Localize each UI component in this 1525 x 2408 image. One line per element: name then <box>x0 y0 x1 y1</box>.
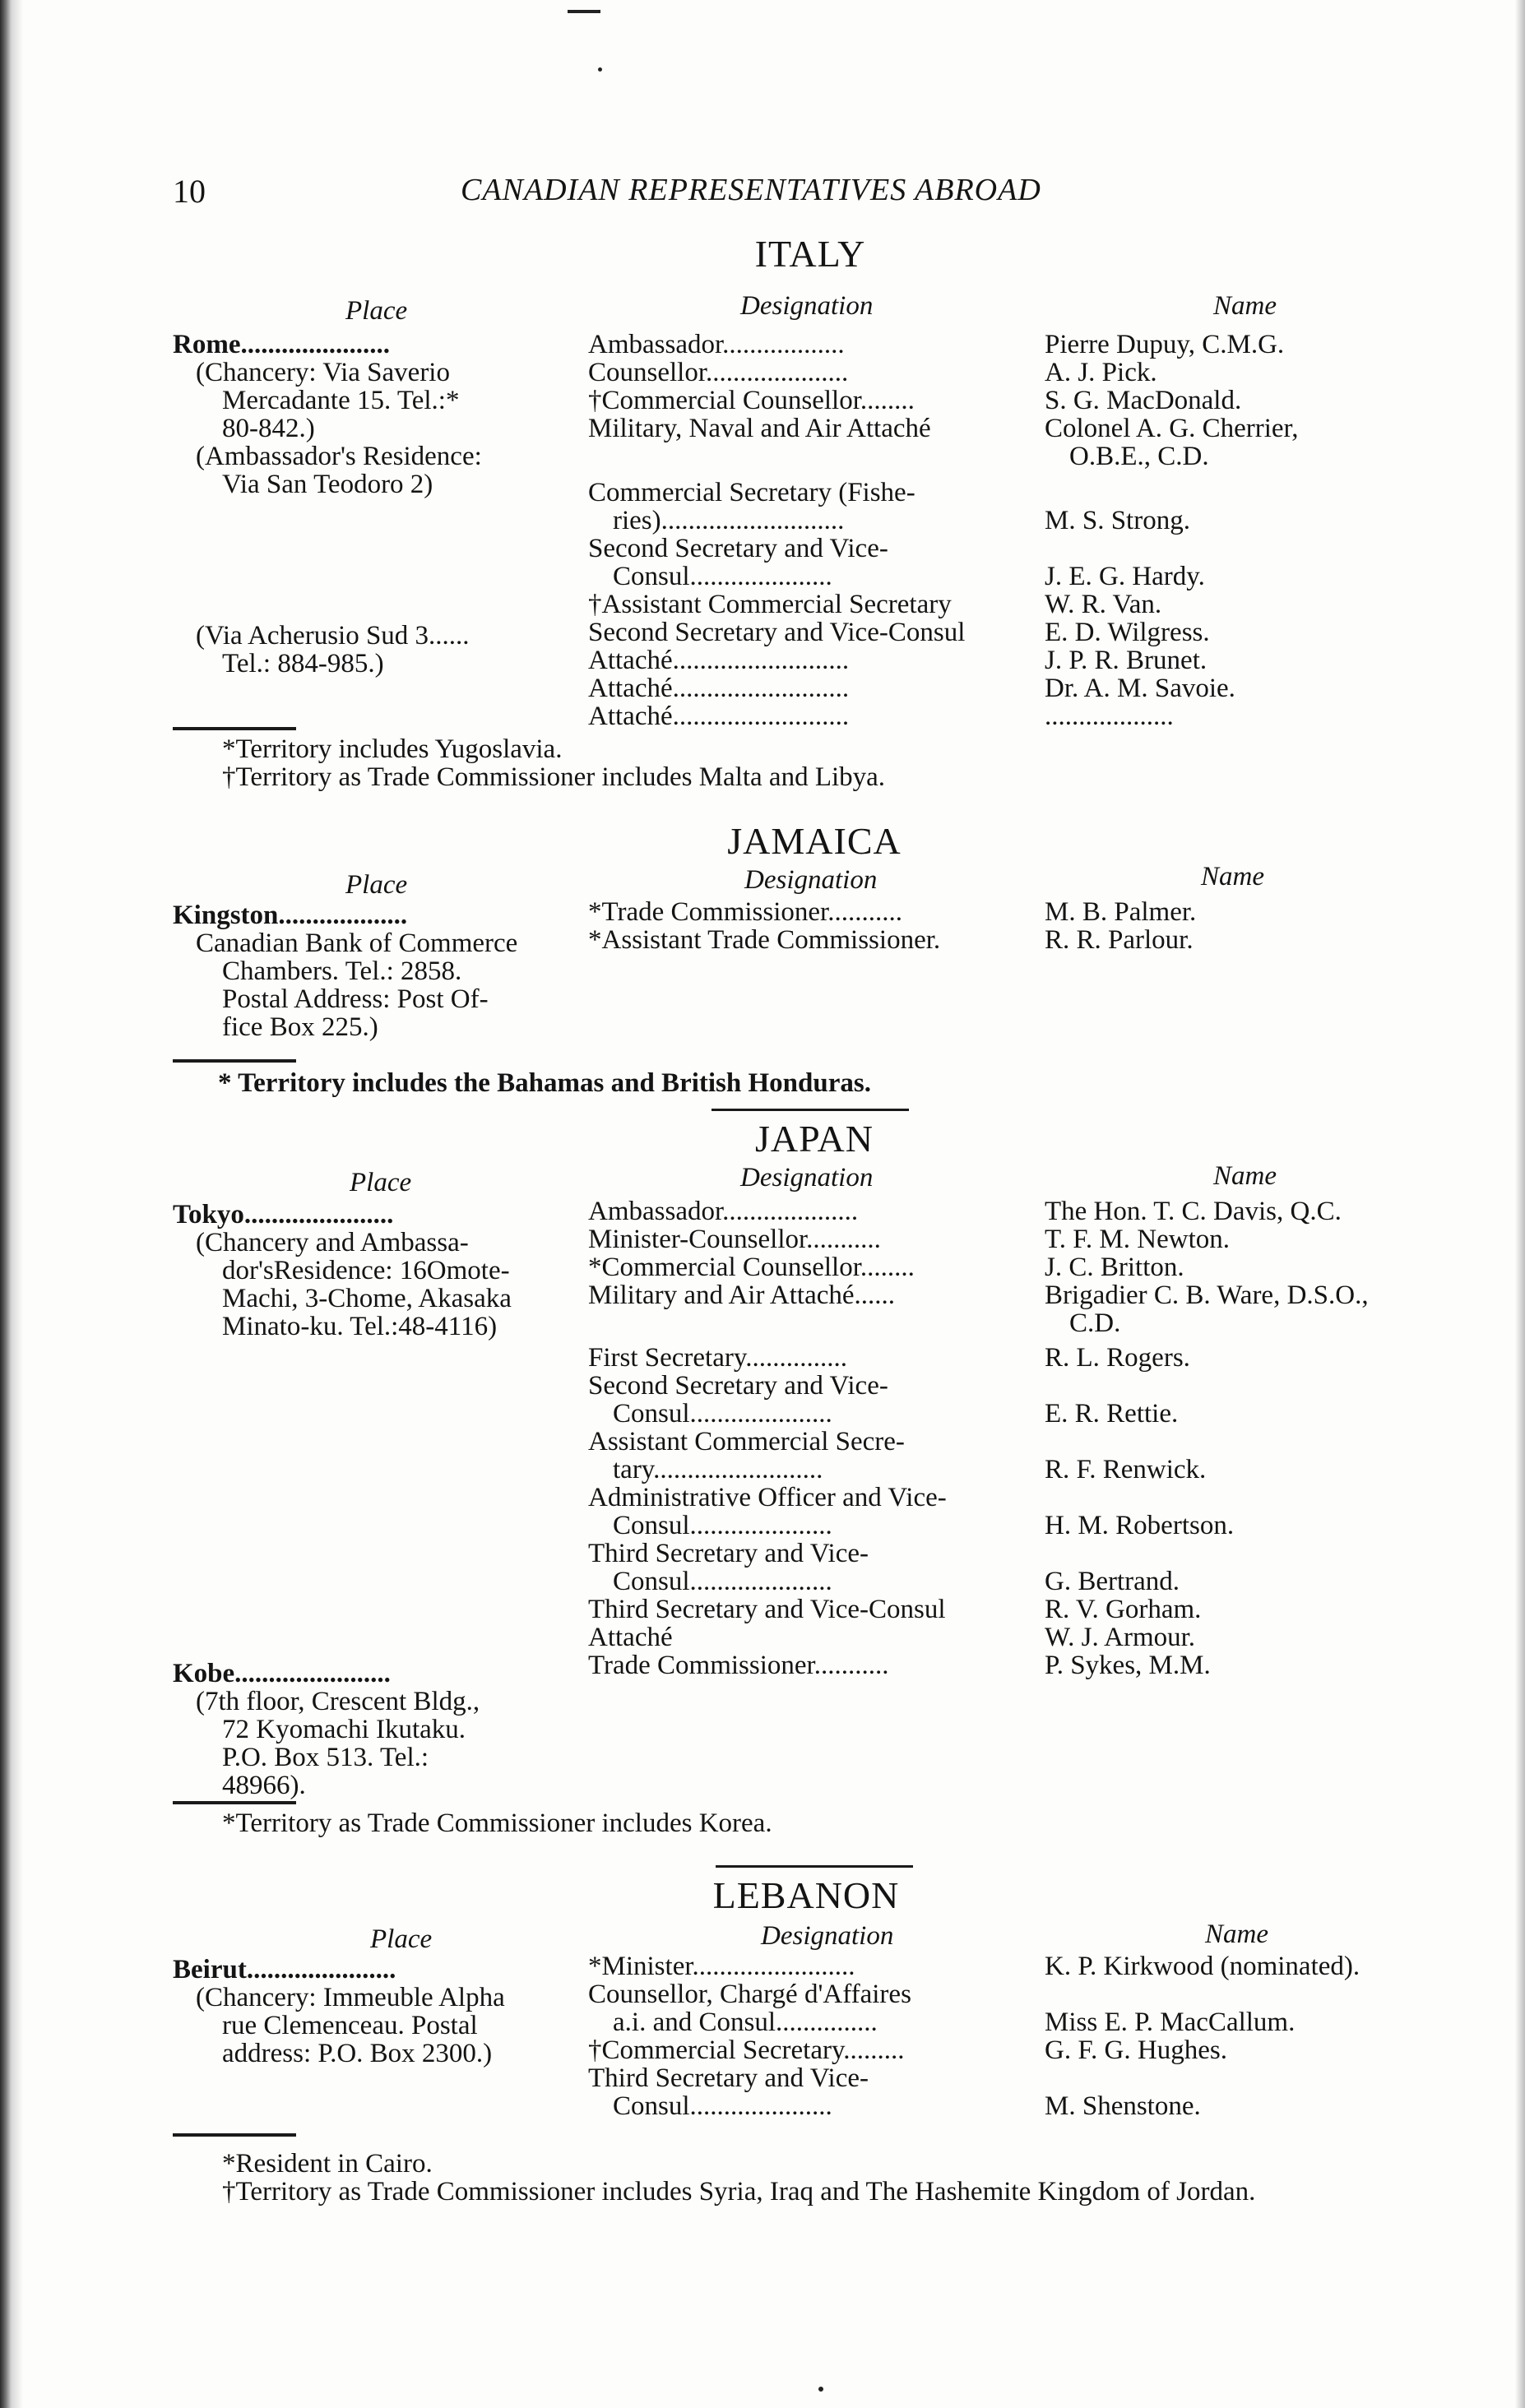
place-address-line: (Chancery and Ambassa- <box>196 1228 469 1257</box>
section-jamaica <box>173 819 1439 1115</box>
section-italy <box>173 232 1439 792</box>
page-binding-edge <box>0 0 23 2408</box>
place-city: Rome...................... <box>173 330 390 359</box>
footnote: *Territory includes Yugoslavia. <box>222 734 563 764</box>
place-address-line: 80-842.) <box>222 414 315 443</box>
place-address-line: Minato-ku. Tel.:48-4116) <box>222 1312 498 1341</box>
place-block <box>173 1956 572 2071</box>
column-head-name: Name <box>1213 1161 1277 1191</box>
country-heading: JAPAN <box>755 1118 874 1160</box>
staff-list: Ambassador.................. Pierre Dupuy, C.M.G. Counsellor..................... A. J. Pick. †Commercial Counsellor........ S. G. MacDonald. Military, Naval and Air Attaché Colonel A. G. Cherrier, O.B.E., C.D. Commercial Secretary (Fishe- ries)........................... M. S. Strong. Second Secretary and Vice- Consul..................... J. E. G. Hardy. †Assistant Commercial Secretary W. R. Van. Second Secretary and Vice-Consul E. D. Wilgress. Attaché.......................... J. P. R. Brunet. Attaché.......................... Dr. A. M. Savoie. Attaché.......................... ................... <box>588 330 1299 731</box>
place-address-line: P.O. Box 513. Tel.: <box>222 1743 429 1772</box>
staff-list: *Minister........................ K. P. Kirkwood (nominated). Counsellor, Chargé d'Affaires a.i. and Consul............... Miss E. P. MacCallum. †Commercial Secretary......... G. F. G. Hughes. Third Secretary and Vice- Consul..................... M. Shenstone. <box>588 1952 1360 2121</box>
place-city: Kobe....................... <box>173 1659 391 1688</box>
place-city: Tokyo...................... <box>173 1200 394 1229</box>
column-head-place: Place <box>345 296 408 326</box>
place-block <box>173 901 572 1049</box>
footnote-rule <box>173 727 296 730</box>
heading-rule <box>716 1865 913 1868</box>
column-head-designation: Designation <box>744 865 878 895</box>
country-heading: JAMAICA <box>727 820 902 862</box>
place-address-line: Postal Address: Post Of- <box>222 984 489 1014</box>
place-address-line: (Via Acherusio Sud 3...... <box>196 621 470 651</box>
place-address-line: address: P.O. Box 2300.) <box>222 2039 493 2068</box>
place-address-line: Chambers. Tel.: 2858. <box>222 956 462 986</box>
place-address-line: Machi, 3-Chome, Akasaka <box>222 1284 512 1313</box>
place-city: Beirut...................... <box>173 1955 396 1984</box>
place-address-line: Canadian Bank of Commerce <box>196 928 518 958</box>
place-address-line: Tel.: 884-985.) <box>222 649 384 678</box>
place-address-line: rue Clemenceau. Postal <box>222 2011 478 2040</box>
place-address-line: (Chancery: Via Saverio <box>196 358 450 387</box>
place-address-line: dor'sResidence: 16Omote- <box>222 1256 510 1285</box>
column-head-designation: Designation <box>740 1163 874 1192</box>
column-head-designation: Designation <box>740 291 874 321</box>
country-heading: ITALY <box>754 233 866 275</box>
place-address-line: (7th floor, Crescent Bldg., <box>196 1687 480 1716</box>
running-title: CANADIAN REPRESENTATIVES ABROAD <box>461 173 1041 207</box>
column-head-place: Place <box>345 870 408 900</box>
footnote-rule <box>173 1059 296 1063</box>
footnote: †Territory as Trade Commissioner includes Syria, Iraq and The Hashemite Kingdom of Jordan. <box>222 2177 1256 2207</box>
footnote-rule <box>173 1801 296 1804</box>
page-header <box>173 169 1431 218</box>
place-address-line: Mercadante 15. Tel.:* <box>222 386 460 415</box>
footnote: †Territory as Trade Commissioner includes Malta and Libya. <box>222 762 886 792</box>
footnote: *Resident in Cairo. <box>222 2149 433 2179</box>
scan-dot <box>818 2387 823 2392</box>
page-number: 10 <box>173 173 206 210</box>
heading-rule <box>712 1109 909 1111</box>
column-head-designation: Designation <box>761 1921 894 1951</box>
place-block <box>173 331 572 701</box>
staff-list: Ambassador.................... The Hon. T. C. Davis, Q.C. Minister-Counsellor........... T. F. M. Newton. *Commercial Counsellor........ J. C. Britton. Military and Air Attaché...... Brigadier C. B. Ware, D.S.O., C.D. First Secretary............... R. L. Rogers. Second Secretary and Vice- Consul..................... E. R. Rettie. Assistant Commercial Secre- tary......................... R. F. Renwick. Administrative Officer and Vice- Consul..................... H. M. Robertson. Third Secretary and Vice- Consul..................... G. Bertrand. Third Secretary and Vice-Consul R. V. Gorham. Attaché W. J. Armour. Trade Commissioner........... P. Sykes, M.M. <box>588 1197 1369 1680</box>
section-lebanon <box>173 1873 1439 2252</box>
place-block <box>173 1200 572 1800</box>
footnote: * Territory includes the Bahamas and British Honduras. <box>218 1068 871 1098</box>
column-head-name: Name <box>1201 862 1264 891</box>
column-head-name: Name <box>1213 291 1277 321</box>
place-address-line: Via San Teodoro 2) <box>222 470 433 499</box>
place-address-line: (Ambassador's Residence: <box>196 442 482 471</box>
page-right-edge <box>1515 0 1525 2408</box>
scan-dot <box>598 67 602 72</box>
column-head-place: Place <box>370 1924 433 1954</box>
place-address-line: fice Box 225.) <box>222 1012 378 1042</box>
place-address-line: (Chancery: Immeuble Alpha <box>196 1983 505 2012</box>
country-heading: LEBANON <box>712 1874 900 1916</box>
column-head-place: Place <box>350 1168 412 1197</box>
place-address-line: 48966). <box>222 1771 306 1800</box>
footnote-rule <box>173 2133 296 2137</box>
scan-mark <box>568 10 600 13</box>
footnote: *Territory as Trade Commissioner includes Korea. <box>222 1808 772 1838</box>
place-city: Kingston................... <box>173 901 408 930</box>
place-address-line: 72 Kyomachi Ikutaku. <box>222 1715 466 1744</box>
column-head-name: Name <box>1205 1919 1268 1949</box>
section-japan <box>173 1117 1439 1841</box>
staff-list: *Trade Commissioner........... M. B. Palmer. *Assistant Trade Commissioner. R. R. Parlour. <box>588 897 1197 955</box>
